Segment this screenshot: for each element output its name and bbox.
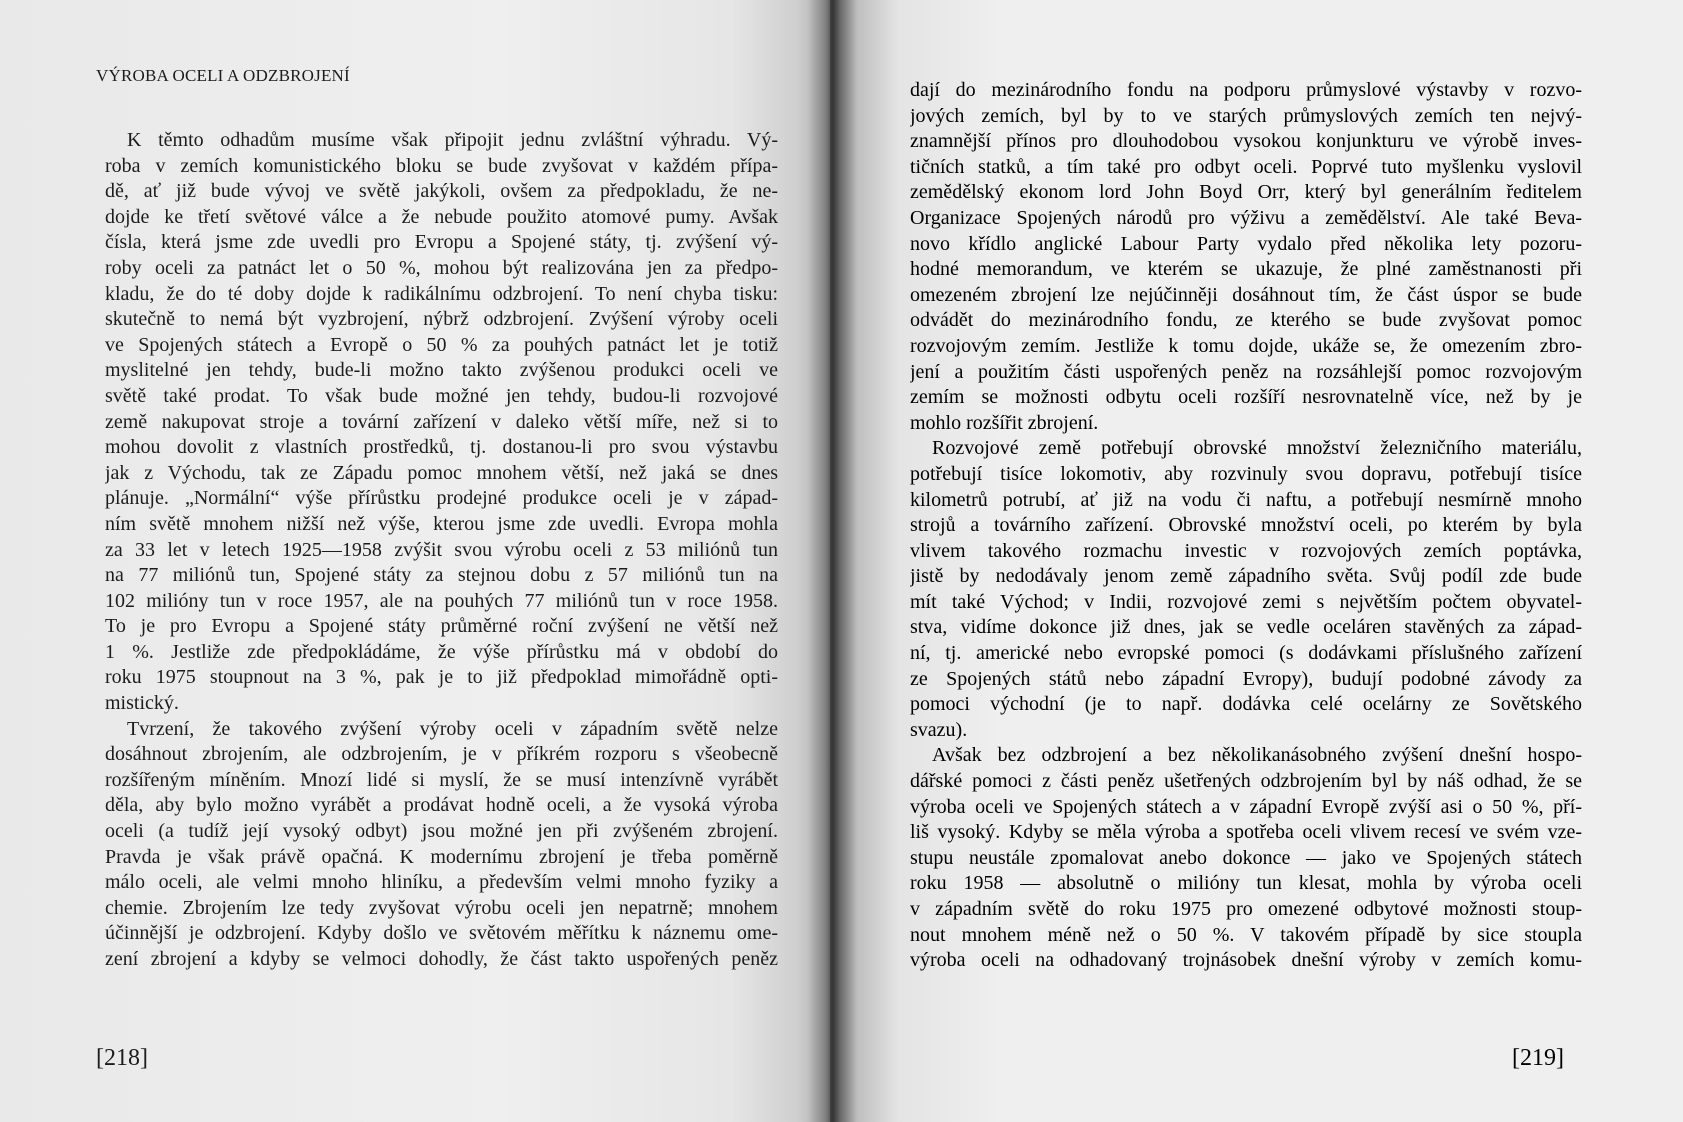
text-line: roba v zemích komunistického bloku se bude zvyšovat v každém přípa-	[105, 154, 778, 177]
text-line: dosáhnout zbrojením, ale odzbrojením, je v příkrém rozporu s všeobecně	[105, 743, 778, 766]
text-line: svazu).	[910, 718, 968, 741]
text-line: myslitelné jen tehdy, bude-li možno takto zvýšenou produkci oceli ve	[105, 359, 778, 382]
right-page-text	[910, 78, 1582, 974]
text-line: účinnější je odzbrojení. Kdyby došlo ve světovém měřítku k náznemu ome-	[105, 922, 778, 945]
text-line: ze Spojených států nebo západní Evropy), budují podobné závody za	[910, 667, 1582, 690]
text-line: ve Spojených státech a Evropě o 50 % za pouhých patnáct let je totiž	[105, 333, 778, 356]
text-line: dají do mezinárodního fondu na podporu průmyslové výstavby v rozvo-	[910, 79, 1582, 101]
text-line: liš vysoký. Kdyby se měla výroba a spotřeba oceli vlivem recesí ve svém vze-	[910, 821, 1582, 844]
text-line: mít také Východ; v Indii, rozvojové zemi s největším počtem obyvatel-	[910, 590, 1582, 613]
text-line: světě také prodat. To však bude možné jen tehdy, budou-li rozvojové	[105, 384, 778, 407]
text-line: dě, ať již bude vývoj ve světě jakýkoli, ovšem za předpokladu, že ne-	[105, 180, 778, 203]
text-line: jistě by nedodávaly jenom země západního světa. Svůj podíl zde bude	[910, 565, 1582, 588]
text-line: jak z Východu, tak ze Západu pomoc mnohem větší, než jaká se dnes	[105, 461, 778, 484]
text-line: 102 milióny tun v roce 1957, ale na pouhých 77 miliónů tun v roce 1958.	[105, 589, 778, 612]
text-line: dojde ke třetí světové válce a že nebude použito atomové pumy. Avšak	[105, 205, 778, 228]
text-line: stupu neustále zpomalovat anebo dokonce — jako ve Spojených státech	[910, 846, 1582, 869]
text-line: čísla, která jsme zde uvedli pro Evropu a Spojené státy, tj. zvýšení vý-	[105, 231, 778, 254]
text-line: Avšak bez odzbrojení a bez několikanásobného zvýšení dnešní hospo-	[932, 744, 1582, 767]
text-line: kladu, že do té doby dojde k radikálnímu odzbrojení. To není chyba tisku:	[105, 282, 778, 305]
text-line: plánuje. „Normální“ výše přírůstku prodejné produkce oceli je v západ-	[105, 487, 778, 510]
left-page	[0, 0, 830, 1122]
text-line: chemie. Zbrojením lze tedy zvyšovat výrobu oceli jen nepatrně; mnohem	[105, 896, 778, 919]
text-line: skutečně to nemá být vyzbrojení, nýbrž odzbrojení. Zvýšení výroby oceli	[105, 308, 778, 331]
text-line: jení a použitím části uspořených peněz na rozsáhlejší pomoc rozvojovým	[910, 360, 1582, 383]
text-line: ním světě mnohem nižší než výše, kterou jsme zde uvedli. Evropa mohla	[105, 512, 778, 535]
text-line: tičních statků, a tím také pro odbyt oceli. Poprvé tuto myšlenku vyslovil	[910, 155, 1582, 178]
text-line: znamnější přínos pro dlouhodobou vysokou konjunkturu ve výrobě inves-	[910, 130, 1582, 153]
text-line: Pravda je však právě opačná. K modernímu zbrojení je třeba poměrně	[105, 845, 778, 868]
text-line: oceli (a tudíž její vysoký odbyt) jsou možné jen při zvýšeném zbrojení.	[105, 820, 778, 843]
text-line: strojů a továrního zařízení. Obrovské množství oceli, po kterém by byla	[910, 514, 1582, 537]
text-line: dářské pomoci z části peněz ušetřených odzbrojením byl by náš odhad, že se	[910, 770, 1582, 793]
text-line: K těmto odhadům musíme však připojit jednu zvláštní výhradu. Vý-	[127, 129, 778, 151]
text-line: země nakupovat stroje a tovární zařízení v daleko větší míře, než si to	[105, 410, 778, 433]
text-line: potřebují tisíce lokomotiv, aby rozvinuly svou dopravu, potřebují tisíce	[910, 462, 1582, 485]
text-line: 1 %. Jestliže zde předpokládáme, že výše přírůstku má v období do	[105, 640, 778, 663]
text-line: mohlo rozšířit zbrojení.	[910, 411, 1099, 434]
running-head: VÝROBA OCELI A ODZBROJENÍ	[96, 66, 350, 85]
text-line: zení zbrojení a kdyby se velmoci dohodly, že část takto uspořených peněz	[105, 948, 778, 970]
text-line: ní, tj. americké nebo evropské pomoci (s dodávkami příslušného zařízení	[910, 642, 1582, 665]
text-line: výroba oceli ve Spojených státech a v západní Evropě zvýší asi o 50 %, pří-	[910, 795, 1582, 818]
text-line: kilometrů potrubí, ať již na vodu či naftu, a potřebují nesmírně mnoho	[910, 488, 1582, 511]
text-line: na 77 miliónů tun, Spojené státy za stejnou dobu z 57 miliónů tun na	[105, 564, 778, 587]
text-line: omezeném zbrojení lze nejúčinněji dosáhnout tím, že část úspor se bude	[910, 283, 1582, 306]
text-line: roby oceli za patnáct let o 50 %, mohou být realizována jen za předpo-	[105, 256, 778, 279]
text-line: hodné memorandum, ve kterém se ukazuje, že plné zaměstnanosti při	[910, 258, 1582, 281]
text-line: vlivem takového rozmachu investic v rozvojových zemích poptávka,	[910, 539, 1582, 562]
page-number: [219]	[1512, 1045, 1564, 1071]
text-line: pomoci východní (je to např. dodávka celé ocelárny ze Sovětského	[910, 693, 1582, 716]
text-line: rozvojovým zemím. Jestliže k tomu dojde, ukáže se, že omezením zbro-	[910, 334, 1582, 357]
text-line: stva, vidíme dokonce již dnes, jak se vedle oceláren stavěných za západ-	[910, 616, 1582, 639]
text-line: zemím se možnosti odbytu oceli rozšíří nesrovnatelně více, než by je	[910, 386, 1582, 409]
text-line: roku 1975 stoupnout na 3 %, pak je to již předpoklad mimořádně opti-	[105, 666, 778, 689]
left-page-text	[105, 128, 778, 973]
text-line: jových zemích, byl by to ve starých průmyslových zemích ten nejvý-	[910, 104, 1582, 127]
page-number: [218]	[96, 1045, 148, 1071]
text-line: Tvrzení, že takového zvýšení výroby oceli v západním světě nelze	[127, 717, 778, 740]
text-line: zemědělský ekonom lord John Boyd Orr, který byl generálním ředitelem	[910, 181, 1582, 204]
text-line: mohou dovolit z vlastních prostředků, tj. dostanou-li pro svou výstavbu	[105, 436, 778, 459]
text-line: málo oceli, ale velmi mnoho hliníku, a především velmi mnoho fyziky a	[105, 871, 778, 894]
text-line: Rozvojové země potřebují obrovské množství železničního materiálu,	[932, 437, 1582, 460]
text-line: výroba oceli na odhadovaný trojnásobek dnešní výroby v zemích komu-	[910, 949, 1582, 972]
text-line: v západním světě do roku 1975 pro omezené odbytové možnosti stoup-	[910, 898, 1582, 920]
text-line: To je pro Evropu a Spojené státy průměrné roční zvýšení ne větší než	[105, 615, 778, 638]
text-line: odvádět do mezinárodního fondu, ze kterého se bude zvyšovat pomoc	[910, 309, 1582, 332]
text-line: roku 1958 — absolutně o milióny tun klesat, mohla by výroba oceli	[910, 872, 1582, 895]
text-line: Organizace Spojených národů pro výživu a zemědělství. Ale také Beva-	[910, 206, 1582, 229]
text-line: nout mnohem méně než o 50 %. V takovém případě by sice stoupla	[910, 923, 1582, 946]
book-gutter-shadow	[808, 0, 858, 1122]
text-line: mistický.	[105, 692, 179, 715]
text-line: rozšířeným míněním. Mnozí lidé si myslí, že se musí intenzívně vyrábět	[105, 768, 778, 791]
text-line: novo křídlo anglické Labour Party vydalo před několika lety pozoru-	[910, 232, 1582, 255]
text-line: za 33 let v letech 1925—1958 zvýšit svou výrobu oceli z 53 miliónů tun	[105, 538, 778, 561]
text-line: děla, aby bylo možno vyrábět a prodávat hodně oceli, a že vysoká výroba	[105, 794, 778, 817]
